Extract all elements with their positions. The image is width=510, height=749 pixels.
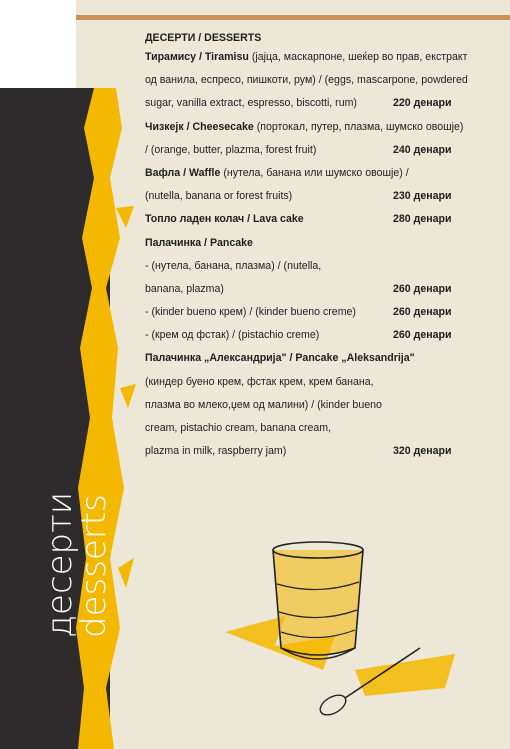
item-description: cream, pistachio cream, banana cream,	[145, 422, 332, 434]
item-description: од ванила, еспресо, пишкоти, рум) / (eggs, mascarpone, powdered	[145, 74, 468, 87]
section-heading: ДЕСЕРТИ / DESSERTS	[145, 32, 262, 44]
item-price: 260 денари	[393, 329, 452, 342]
vertical-title-en: desserts	[74, 494, 114, 638]
item-description: плазма во млеко,џем од малини) / (kinder bueno	[145, 398, 382, 411]
menu-line	[145, 301, 465, 324]
item-price: 260 денари	[393, 282, 452, 295]
item-description: (јајца, маскарпоне, шеќер во прав, екстракт	[248, 51, 468, 63]
item-price: 280 денари	[393, 213, 452, 226]
menu-line	[145, 324, 465, 347]
menu-line	[145, 139, 465, 162]
item-description: banana, plazma)	[145, 282, 224, 295]
item-description: / (orange, butter, plazma, forest fruit)	[145, 143, 317, 156]
item-description: - (нутела, банана, плазма) / (nutella,	[145, 259, 322, 272]
menu-line	[145, 162, 465, 185]
menu-line	[145, 278, 465, 301]
menu-line	[145, 185, 465, 208]
item-name: Тирамису / Tiramisu	[145, 51, 249, 63]
item-price: 230 денари	[393, 190, 452, 203]
menu-line	[145, 46, 468, 69]
item-description: - (kinder bueno крем) / (kinder bueno creme)	[145, 306, 356, 319]
item-price: 260 денари	[393, 306, 452, 319]
item-name: Чизкејк / Cheesecake	[145, 120, 254, 133]
menu-lines	[145, 46, 468, 463]
item-description: (киндер буено крем, фстак крем, крем банана,	[145, 375, 374, 388]
item-price: 220 денари	[393, 97, 452, 110]
menu-line	[145, 394, 465, 417]
dessert-glass-illustration	[215, 520, 475, 725]
menu-line	[145, 208, 465, 231]
item-name: Топло ладен колач / Lava cake	[145, 213, 304, 226]
vertical-title	[0, 430, 114, 660]
menu-line	[145, 255, 465, 278]
top-rule	[76, 15, 510, 20]
item-description: - (крем од фстак) / (pistachio creme)	[145, 329, 320, 342]
item-price: 240 денари	[393, 143, 452, 156]
item-description: plazma in milk, raspberry jam)	[145, 445, 287, 458]
menu-line	[145, 92, 465, 115]
dessert-menu	[145, 30, 468, 463]
menu-line	[145, 232, 465, 255]
item-description: (нутела, банана или шумско овошје) /	[220, 166, 409, 179]
menu-line	[145, 69, 468, 92]
item-name: Палачинка / Pancake	[145, 236, 253, 249]
item-price: 320 денари	[393, 445, 452, 458]
item-description: (портокал, путер, плазма, шумско овошје)	[253, 120, 464, 133]
item-name: Вафла / Waffle	[145, 166, 221, 179]
item-description: (nutella, banana or forest fruits)	[145, 190, 293, 203]
item-description: sugar, vanilla extract, espresso, biscotti, rum)	[145, 97, 357, 110]
menu-line	[145, 440, 465, 463]
menu-line	[145, 347, 465, 370]
item-name: Палачинка „Александрија" / Pancake „Aleksandrija"	[145, 352, 415, 365]
menu-line	[145, 116, 465, 139]
menu-line	[145, 417, 465, 440]
menu-line	[145, 371, 465, 394]
vertical-title-mk: десерти	[40, 491, 80, 638]
